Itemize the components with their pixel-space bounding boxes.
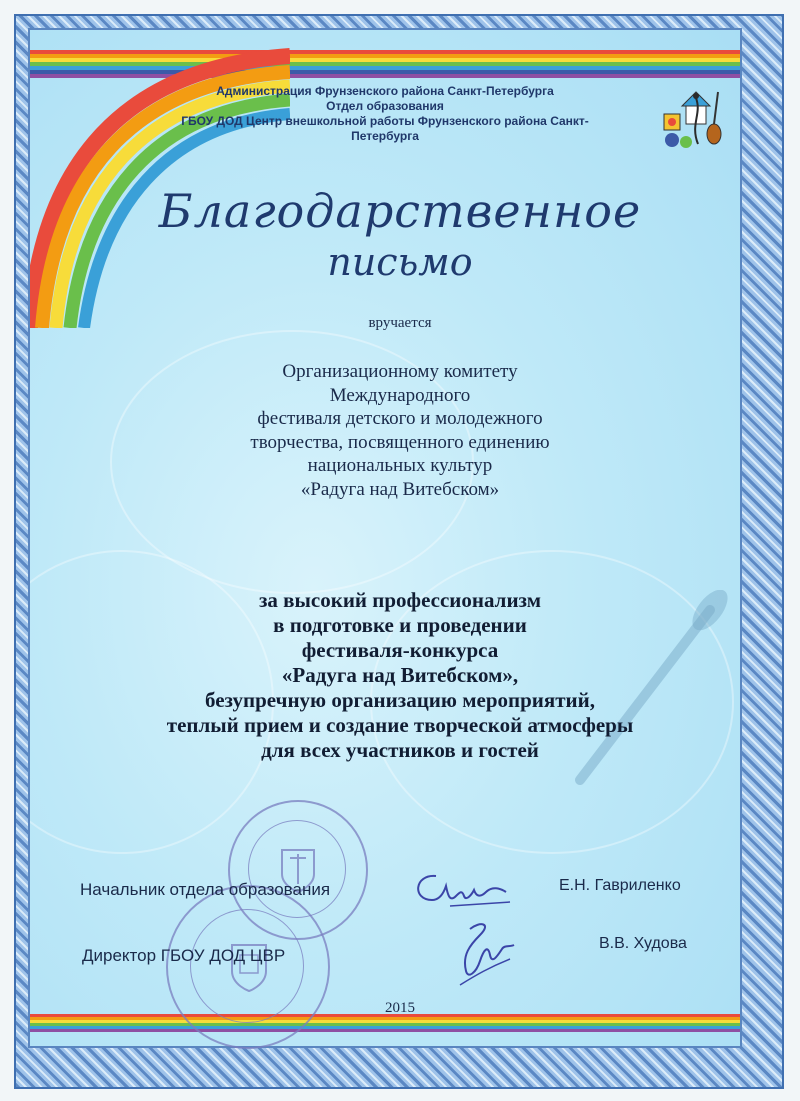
- certificate-title: Благодарственное: [158, 184, 642, 238]
- reason-line: теплый прием и создание творческой атмосферы: [166, 713, 634, 737]
- reason-line: в подготовке и проведении: [273, 613, 527, 637]
- signatory-2-name: В.В. Худова: [599, 935, 687, 952]
- official-seal: [166, 885, 330, 1049]
- reason-line: фестиваля-конкурса: [301, 638, 499, 662]
- issuer-line-3: ГБОУ ДОД Центр внешкольной работы Фрунзенского района Санкт-Петербурга: [181, 114, 589, 143]
- reason-line: для всех участников и гостей: [261, 738, 539, 762]
- recipient-line: «Радуга над Витебском»: [300, 478, 500, 500]
- recipient-line: творчества, посвященного единению: [250, 431, 550, 453]
- issuer-line-2: Отдел образования: [326, 99, 444, 113]
- issue-year: 2015: [385, 1000, 415, 1016]
- rainbow-stripe-bottom: [30, 1014, 740, 1034]
- handwritten-signature-2: [440, 915, 530, 995]
- issuer-header: [150, 84, 620, 144]
- reason-block: [100, 588, 700, 763]
- presented-to-label: вручается: [368, 315, 432, 331]
- recipient-line: Международного: [329, 384, 471, 406]
- recipient-block: [150, 360, 650, 501]
- issuer-line-1: Администрация Фрунзенского района Санкт-Петербурга: [216, 84, 554, 98]
- signatory-1-name: Е.Н. Гавриленко: [559, 877, 681, 894]
- recipient-line: фестиваля детского и молодежного: [257, 408, 543, 429]
- reason-line: «Радуга над Витебском»,: [281, 663, 519, 687]
- certificate-subtitle: письмо: [327, 240, 473, 284]
- reason-line: безупречную организацию мероприятий,: [204, 688, 596, 712]
- recipient-line: национальных культур: [307, 455, 493, 476]
- reason-line: за высокий профессионализм: [258, 588, 542, 612]
- center-logo-icon: [662, 84, 724, 150]
- signatory-2-title: Директор ГБОУ ДОД ЦВР: [82, 946, 286, 965]
- recipient-line: Организационному комитету: [282, 361, 518, 382]
- handwritten-signature-1: [410, 866, 520, 914]
- signatory-1-title: Начальник отдела образования: [80, 880, 331, 899]
